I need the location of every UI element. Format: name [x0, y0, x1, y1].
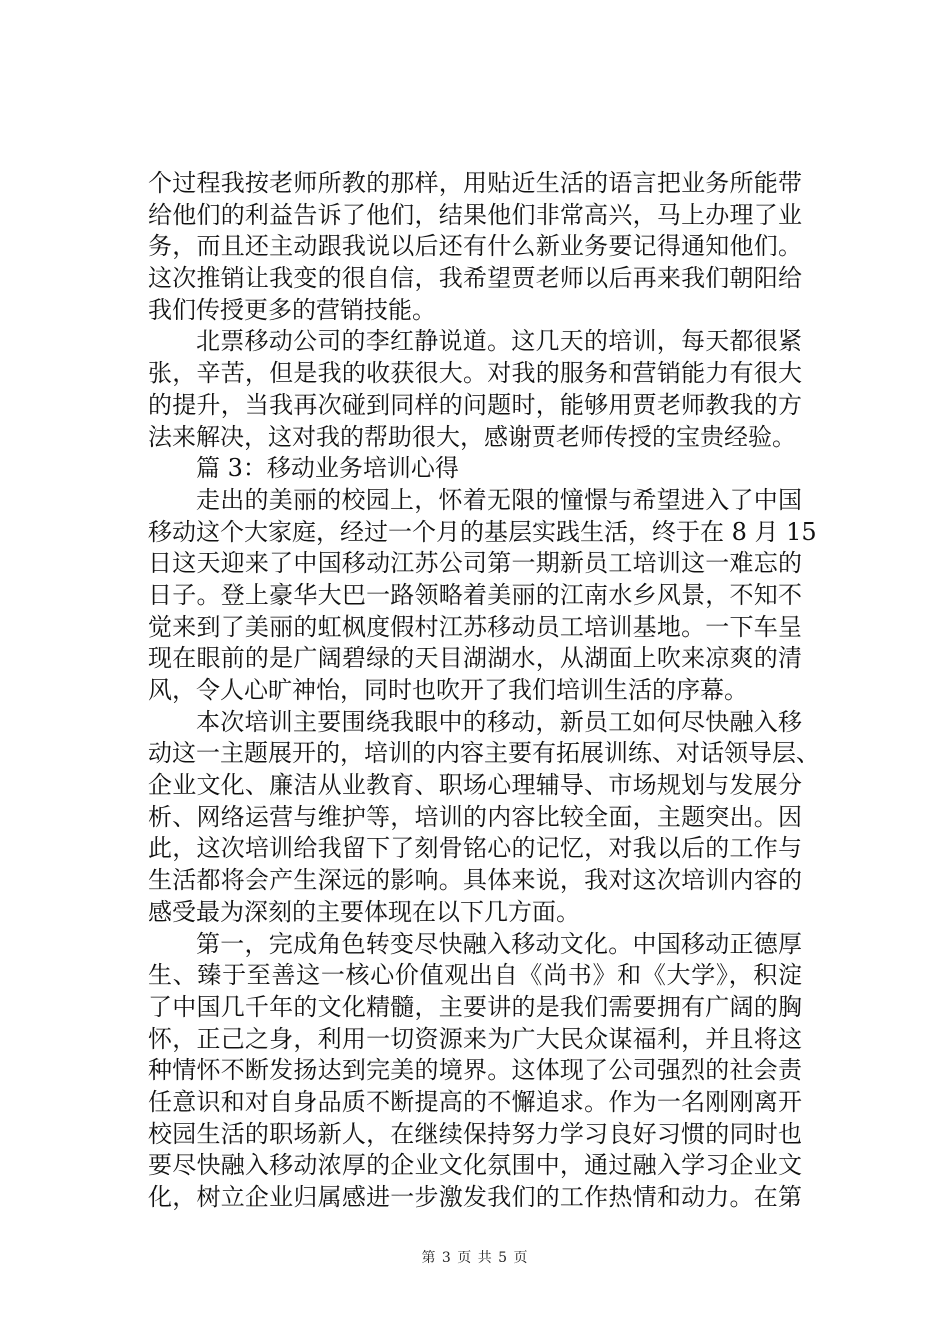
text-line: 种情怀不断发扬达到完美的境界。这体现了公司强烈的社会责 [148, 1056, 802, 1085]
text-line: 法来解决，这对我的帮助很大，感谢贾老师传授的宝贵经验。 [148, 422, 796, 451]
text-line: 觉来到了美丽的虹枫度假村江苏移动员工培训基地。一下车呈 [148, 612, 802, 641]
text-line: 现在眼前的是广阔碧绿的天目湖湖水，从湖面上吹来凉爽的清 [148, 644, 802, 673]
text-line: 怀，正己之身，利用一切资源来为广大民众谋福利，并且将这 [148, 1024, 802, 1053]
text-line: 析、网络运营与维护等，培训的内容比较全面，主题突出。因 [148, 802, 802, 831]
text-line: 个过程我按老师所教的那样，用贴近生活的语言把业务所能带 [148, 169, 802, 197]
text-line: 生活都将会产生深远的影响。具体来说，我对这次培训内容的 [148, 866, 802, 895]
text-line: 此，这次培训给我留下了刻骨铭心的记忆，对我以后的工作与 [148, 834, 802, 863]
text-line: 企业文化、廉洁从业教育、职场心理辅导、市场规划与发展分 [148, 771, 802, 800]
text-line: 本次培训主要围绕我眼中的移动，新员工如何尽快融入移 [196, 707, 802, 736]
text-line: 务，而且还主动跟我说以后还有什么新业务要记得通知他们。 [148, 232, 802, 261]
text-line: 给他们的利益告诉了他们，结果他们非常高兴，马上办理了业 [148, 200, 802, 229]
document-body [148, 168, 820, 1214]
text-line: 的提升，当我再次碰到同样的问题时，能够用贾老师教我的方 [148, 390, 802, 419]
text-line: 第一，完成角色转变尽快融入移动文化。中国移动正德厚 [196, 929, 802, 958]
text-line: 校园生活的职场新人，在继续保持努力学习良好习惯的同时也 [148, 1119, 802, 1148]
text-line: 了中国几千年的文化精髓，主要讲的是我们需要拥有广阔的胸 [148, 992, 802, 1021]
text-line: 动这一主题展开的，培训的内容主要有拓展训练、对话领导层、 [148, 739, 820, 768]
text-line: 北票移动公司的李红静说道。这几天的培训，每天都很紧 [196, 327, 802, 356]
text-line: 日子。登上豪华大巴一路领略着美丽的江南水乡风景，不知不 [148, 580, 802, 609]
text-line: 走出的美丽的校园上，怀着无限的憧憬与希望进入了中国 [196, 485, 802, 514]
text-line: 要尽快融入移动浓厚的企业文化氛围中，通过融入学习企业文 [148, 1151, 802, 1180]
text-line: 风，令人心旷神怡，同时也吹开了我们培训生活的序幕。 [148, 676, 748, 704]
section-heading: 篇 3：移动业务培训心得 [196, 454, 459, 483]
text-line: 化，树立企业归属感进一步激发我们的工作热情和动力。在第 [148, 1183, 802, 1211]
text-line: 张，辛苦，但是我的收获很大。对我的服务和营销能力有很大 [148, 359, 802, 388]
text-line: 感受最为深刻的主要体现在以下几方面。 [148, 897, 580, 926]
text-line: 这次推销让我变的很自信，我希望贾老师以后再来我们朝阳给 [148, 264, 802, 293]
text-line: 生、臻于至善这一核心价值观出自《尚书》和《大学》，积淀 [148, 961, 802, 990]
text-line: 我们传授更多的营销技能。 [148, 295, 436, 324]
text-line: 移动这个大家庭，经过一个月的基层实践生活，终于在 8 月 15 [148, 517, 817, 546]
text-line: 任意识和对自身品质不断提高的不懈追求。作为一名刚刚离开 [148, 1087, 802, 1116]
text-line: 日这天迎来了中国移动江苏公司第一期新员工培训这一难忘的 [148, 549, 802, 578]
page-number-footer: 第 3 页 共 5 页 [421, 1250, 529, 1266]
